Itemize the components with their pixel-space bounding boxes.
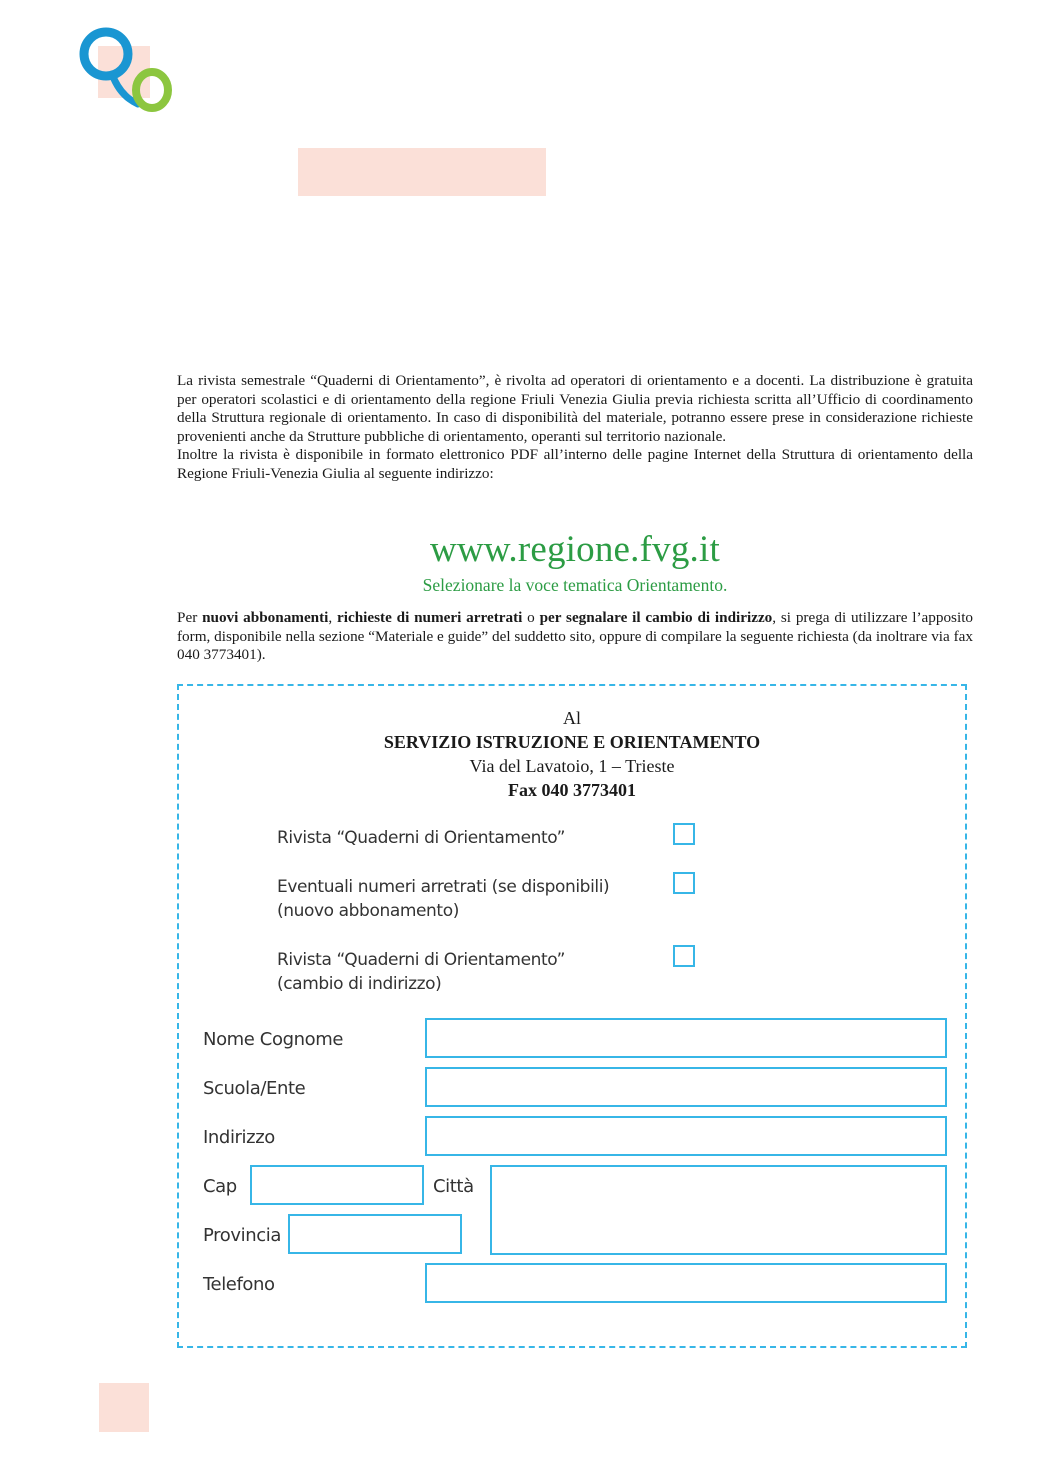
footer-tab (99, 1383, 149, 1432)
header-tab-wide (298, 148, 546, 196)
website-subtitle: Selezionare la voce tematica Orientamento. (422, 575, 728, 595)
request-bold-2: richieste di numeri arretrati (337, 609, 523, 626)
nome-cognome-field[interactable] (425, 1018, 947, 1058)
option-address-change-line2: (cambio di indirizzo) (277, 974, 442, 994)
address-line-fax: Fax 040 3773401 (508, 780, 636, 800)
qo-logo (76, 26, 176, 116)
logo-o-ring (136, 72, 168, 108)
option-subscription-label (277, 826, 565, 850)
intro-paragraph-2: Inoltre la rivista è disponibile in formato elettronico PDF all’interno delle pagine Internet della Struttura di orientamento della Regione Friuli-Venezia Giulia al seguente indirizzo: (177, 446, 973, 482)
option-subscription-line1: Rivista “Quaderni di Orientamento” (277, 828, 566, 848)
website-url[interactable]: www.regione.fvg.it (430, 529, 720, 570)
cap-field[interactable] (250, 1165, 424, 1205)
request-bold-3: per segnalare il cambio di indirizzo (539, 609, 773, 626)
provincia-label: Provincia (203, 1225, 281, 1246)
option-address-change-line1: Rivista “Quaderni di Orientamento” (277, 950, 566, 970)
citta-field[interactable] (490, 1165, 947, 1255)
request-text-3: o (522, 609, 540, 626)
indirizzo-field[interactable] (425, 1116, 947, 1156)
request-text-4: , si prega di utilizzare l’apposito form, disponibile nella sezione “Materiale e guide” del suddetto sito, oppure di compilare la seguente richiesta (da inoltrare via fax 040 3773401). (177, 609, 974, 664)
nome-cognome-label: Nome Cognome (203, 1029, 344, 1050)
option-subscription-checkbox[interactable] (673, 823, 695, 845)
website-block (177, 528, 973, 596)
request-text-2: , (328, 609, 338, 626)
provincia-field[interactable] (288, 1214, 462, 1254)
option-back-issues-checkbox[interactable] (673, 872, 695, 894)
telefono-label: Telefono (203, 1274, 275, 1295)
address-line-service: SERVIZIO ISTRUZIONE E ORIENTAMENTO (383, 732, 761, 752)
logo-q-ring (84, 32, 128, 76)
citta-label: Città (433, 1176, 474, 1197)
option-back-issues-line1: Eventuali numeri arretrati (se disponibili) (277, 877, 610, 897)
scuola-ente-label: Scuola/Ente (203, 1078, 306, 1099)
option-address-change-label (277, 948, 565, 996)
request-bold-1: nuovi abbonamenti (202, 609, 329, 626)
request-paragraph (177, 609, 973, 665)
address-line-al: Al (563, 708, 581, 728)
intro-text (177, 372, 973, 484)
address-line-street: Via del Lavatoio, 1 – Trieste (469, 756, 675, 776)
option-back-issues-line2: (nuovo abbonamento) (277, 901, 459, 921)
telefono-field[interactable] (425, 1263, 947, 1303)
scuola-ente-field[interactable] (425, 1067, 947, 1107)
option-address-change-checkbox[interactable] (673, 945, 695, 967)
intro-paragraph-1: La rivista semestrale “Quaderni di Orientamento”, è rivolta ad operatori di orientamento e a docenti. La distribuzione è gratuita per operatori scolastici e di orientamento della regione Friuli Venezia Giulia previa richiesta scritta all’Ufficio di coordinamento della Struttura regionale di orientamento. In caso di disponibilità del materiale, potranno essere prese in considerazione richieste provenienti anche da Strutture pubbliche di orientamento, operanti sul territorio nazionale. (177, 372, 973, 445)
indirizzo-label: Indirizzo (203, 1127, 275, 1148)
cap-label: Cap (203, 1176, 237, 1197)
request-form (177, 684, 967, 1348)
request-text-1: Per (177, 609, 203, 626)
recipient-address (179, 706, 965, 802)
option-back-issues-label (277, 875, 609, 923)
